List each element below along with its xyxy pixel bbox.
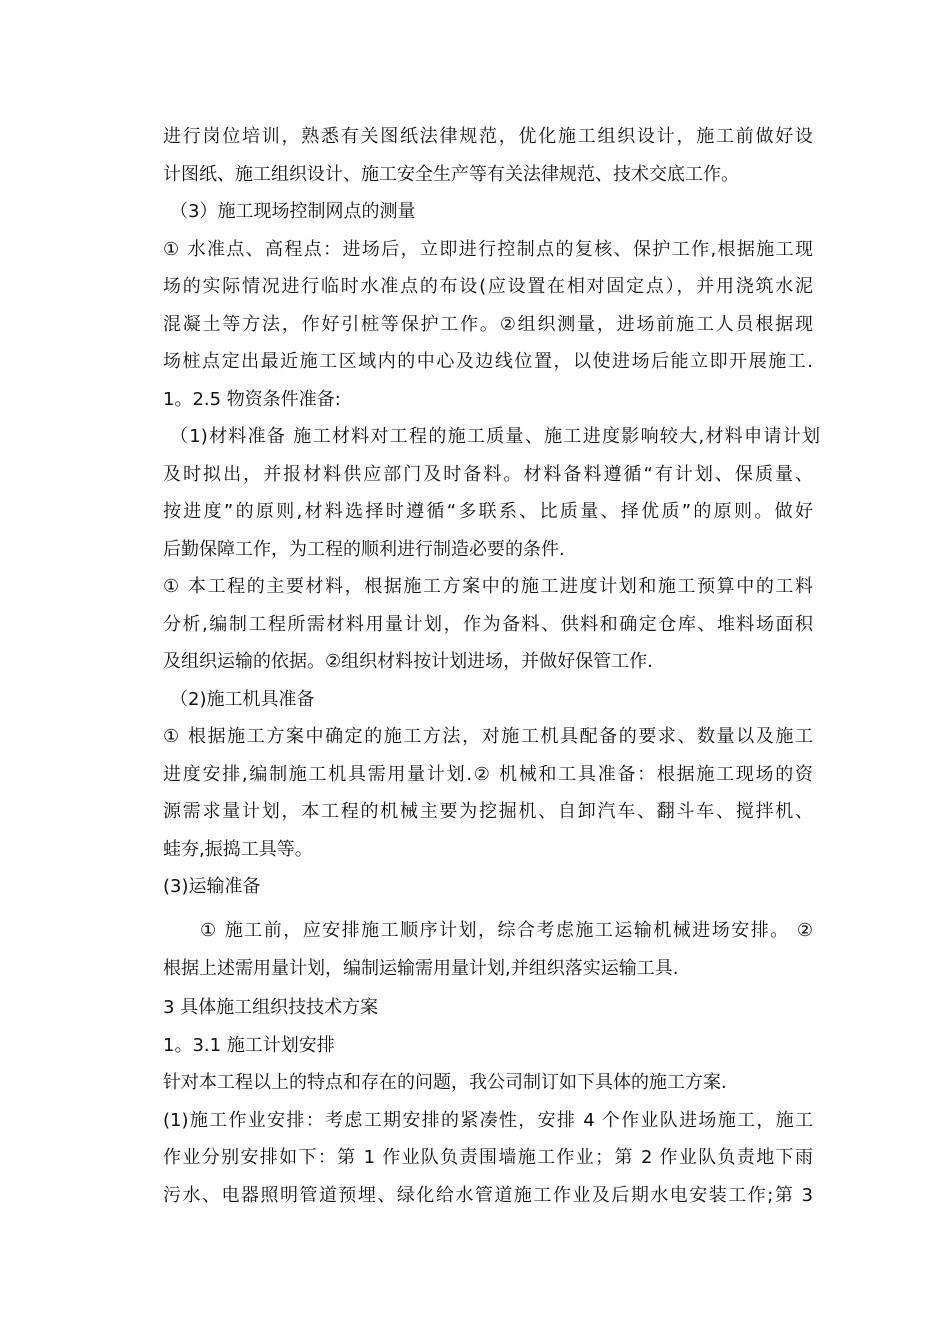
section-heading: (3)运输准备 (163, 876, 261, 897)
body-line: 及时拟出，并报材料供应部门及时备料。材料备料遵循“有计划、保质量、 (163, 464, 813, 485)
body-line: 污水、电器照明管道预埋、绿化给水管道施工作业及后期水电安装工作;第 3 (163, 1185, 813, 1206)
body-line: 针对本工程以上的特点和存在的问题，我公司制订如下具体的施工方案. (163, 1072, 727, 1093)
body-line: 计图纸、施工组织设计、施工安全生产等有关法律规范、技术交底工作。 (163, 164, 739, 185)
body-line: 根据上述需用量计划，编制运输需用量计划,并组织落实运输工具. (163, 958, 679, 979)
body-line: 混凝土等方法，作好引桩等保护工作。②组织测量，进场前施工人员根据现 (163, 314, 813, 335)
section-heading: 1。3.1 施工计划安排 (163, 1035, 335, 1056)
body-line: 进度安排,编制施工机具需用量计划.② 机械和工具准备：根据施工现场的资 (163, 764, 813, 785)
section-heading: 1。2.5 物资条件准备: (163, 389, 341, 410)
body-line: ① 水准点、高程点：进场后，立即进行控制点的复核、保护工作,根据施工现 (163, 239, 813, 260)
body-line: 蛙夯,振捣工具等。 (163, 839, 313, 860)
body-line: 场桩点定出最近施工区域内的中心及边线位置，以使进场后能立即开展施工. (163, 351, 813, 372)
section-heading: 3 具体施工组织技技术方案 (163, 997, 379, 1018)
body-line: 及组织运输的依据。②组织材料按计划进场，并做好保管工作. (163, 651, 653, 672)
body-line: ① 施工前，应安排施工顺序计划，综合考虑施工运输机械进场安排。 ② (200, 920, 813, 941)
body-line: （1)材料准备 施工材料对工程的施工质量、施工进度影响较大,材料申请计划 (170, 426, 820, 447)
body-line: ① 本工程的主要材料，根据施工方案中的施工进度计划和施工预算中的工料 (163, 576, 813, 597)
body-line: 源需求量计划，本工程的机械主要为挖掘机、自卸汽车、翻斗车、搅拌机、 (163, 801, 813, 822)
body-line: 后勤保障工作，为工程的顺利进行制造必要的条件. (163, 539, 565, 560)
section-heading: （2)施工机具准备 (170, 689, 315, 710)
body-line: 进行岗位培训，熟悉有关图纸法律规范，优化施工组织设计，施工前做好设 (163, 126, 813, 147)
body-line: (1)施工作业安排：考虑工期安排的紧凑性，安排 4 个作业队进场施工，施工 (163, 1110, 813, 1131)
body-line: 作业分别安排如下：第 1 作业队负责围墙施工作业；第 2 作业队负责地下雨 (163, 1147, 813, 1168)
body-line: 按进度”的原则,材料选择时遵循“多联系、比质量、择优质”的原则。做好 (163, 501, 813, 522)
body-line: 分析,编制工程所需材料用量计划，作为备料、供料和确定仓库、堆料场面积 (163, 614, 813, 635)
body-line: 场的实际情况进行临时水准点的布设(应设置在相对固定点），并用浇筑水泥 (163, 276, 813, 297)
section-heading: （3）施工现场控制网点的测量 (170, 201, 416, 222)
body-line: ① 根据施工方案中确定的施工方法，对施工机具配备的要求、数量以及施工 (163, 726, 813, 747)
